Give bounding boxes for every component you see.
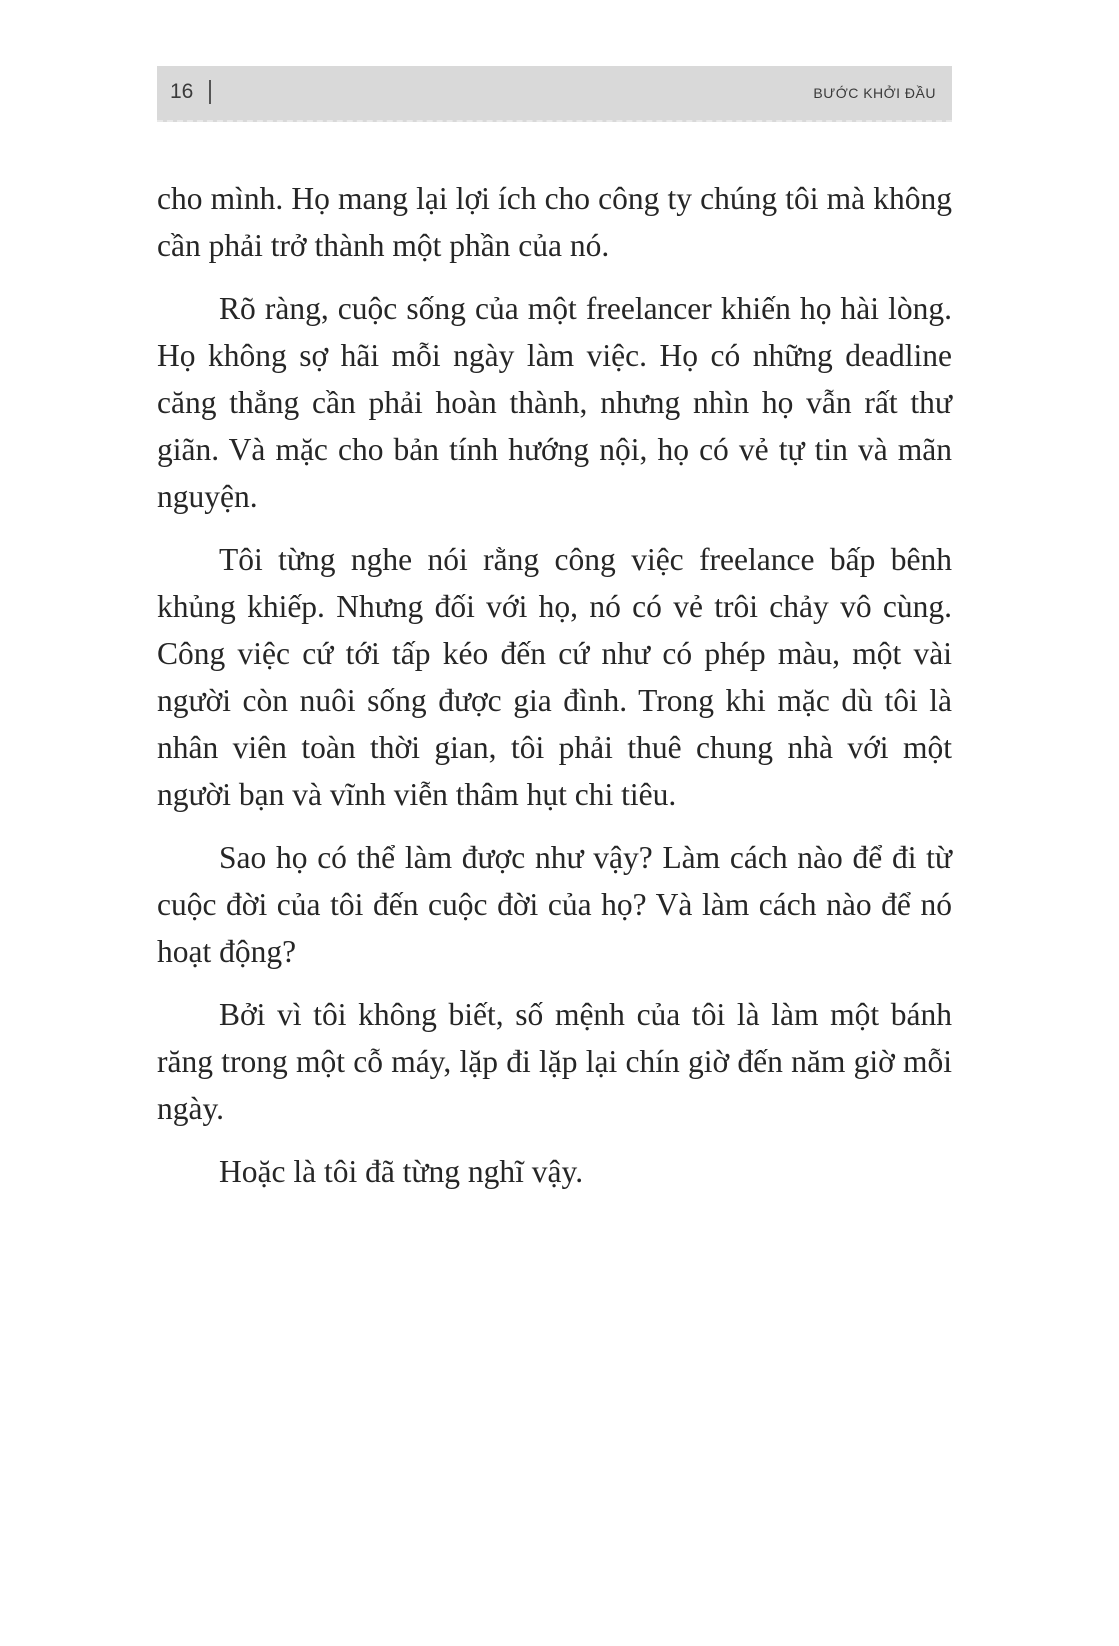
body-text — [157, 175, 952, 1211]
paragraph-5: Bởi vì tôi không biết, số mệnh của tôi là làm một bánh răng trong một cỗ máy, lặp đi lặp lại chín giờ đến năm giờ mỗi ngày. — [157, 997, 952, 1126]
running-header — [157, 66, 952, 122]
paragraph-2: Rõ ràng, cuộc sống của một freelancer khiến họ hài lòng. Họ không sợ hãi mỗi ngày làm việc. Họ có những deadline căng thẳng cần phải hoàn thành, nhưng nhìn họ vẫn rất thư giãn. Và mặc cho bản tính hướng nội, họ có vẻ tự tin và mãn nguyện. — [157, 291, 952, 514]
paragraph-4: Sao họ có thể làm được như vậy? Làm cách nào để đi từ cuộc đời của tôi đến cuộc đời của họ? Và làm cách nào để nó hoạt động? — [157, 840, 952, 969]
paragraph-3: Tôi từng nghe nói rằng công việc freelance bấp bênh khủng khiếp. Nhưng đối với họ, nó có vẻ trôi chảy vô cùng. Công việc cứ tới tấp kéo đến cứ như có phép màu, một vài người còn nuôi sống được gia đình. Trong khi mặc dù tôi là nhân viên toàn thời gian, tôi phải thuê chung nhà với một người bạn và vĩnh viễn thâm hụt chi tiêu. — [157, 542, 952, 812]
header-divider — [209, 80, 211, 104]
chapter-title: BƯỚC KHỞI ĐẦU — [813, 85, 936, 101]
paragraph-1: cho mình. Họ mang lại lợi ích cho công ty chúng tôi mà không cần phải trở thành một phần của nó. — [157, 181, 952, 263]
page-number: 16 — [170, 80, 194, 103]
paragraph-6: Hoặc là tôi đã từng nghĩ vậy. — [219, 1154, 584, 1189]
